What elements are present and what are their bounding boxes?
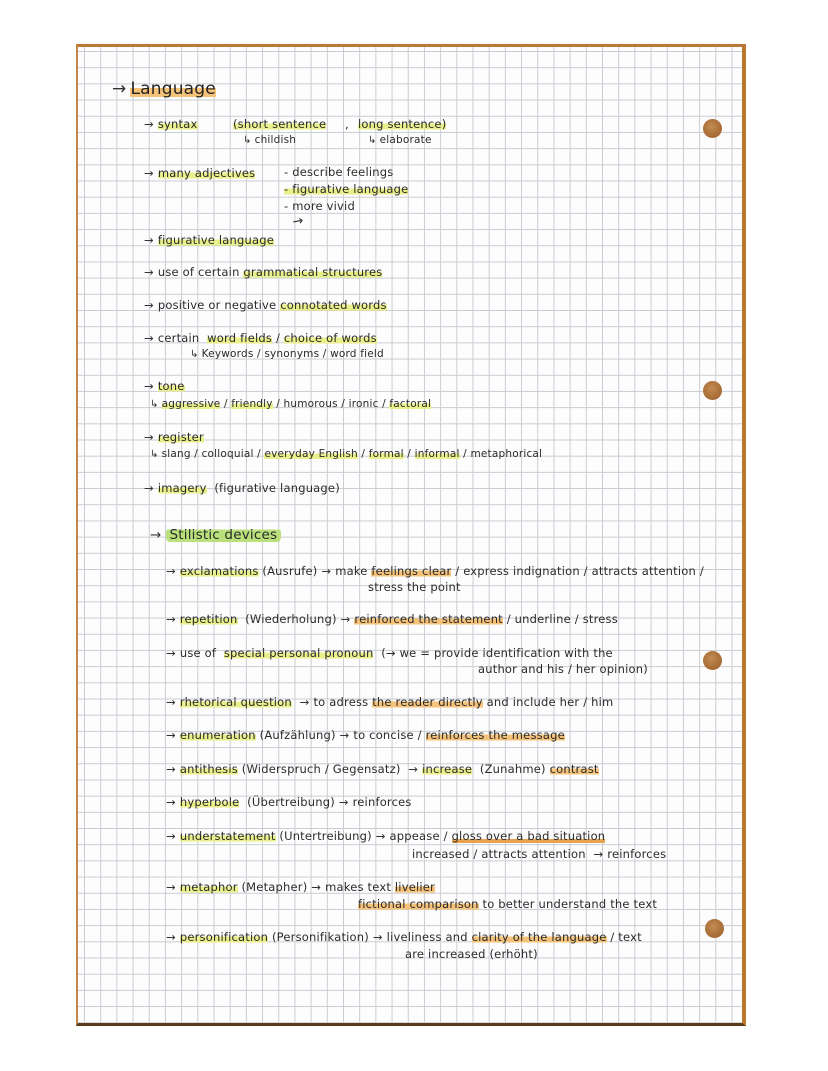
word-fields-sub: ↳ Keywords / synonyms / word field [190, 348, 384, 360]
understatement-item: → understatement (Untertreibung) → appease / gloss over a bad situation [166, 829, 606, 843]
arrow-icon: → [144, 481, 154, 495]
arrow-icon: → [166, 880, 176, 894]
arrow-icon: → [144, 298, 154, 312]
stylistic-heading: → Stilistic devices [150, 528, 281, 542]
syntax-comma: , [345, 117, 349, 131]
syntax-short-note: ↳ childish [243, 134, 297, 146]
pronoun-item: → use of special personal pronoun (→ we = provide identification with the [166, 646, 613, 660]
personification-line2: are increased (erhöht) [405, 947, 538, 961]
language-heading: → Language [112, 79, 216, 99]
sub-arrow-icon: ↳ [190, 349, 199, 360]
adjective-point: - describe feelings [284, 165, 394, 179]
arrow-icon: → [144, 379, 154, 393]
arrow-icon: → [144, 331, 154, 345]
punch-hole [703, 119, 722, 138]
arrow-icon: → [166, 829, 176, 843]
tone-options: ↳ aggressive / friendly / humorous / ironic / factoral [150, 398, 432, 410]
metaphor-line2: fictional comparison to better understand the text [358, 897, 658, 911]
arrow-icon: → [150, 527, 162, 543]
metaphor-item: → metaphor (Metapher) → makes text livelier [166, 880, 435, 894]
adjective-point: - figurative language [284, 182, 409, 196]
arrow-icon: → [112, 79, 127, 99]
arrow-icon: → [144, 233, 154, 247]
grammatical-item: → use of certain grammatical structures [144, 265, 383, 279]
rhetorical-item: → rhetorical question → to adress the reader directly and include her / him [166, 695, 614, 709]
arrow-icon: → [166, 646, 176, 660]
punch-hole [703, 651, 722, 670]
adjective-point: - more vivid [284, 199, 355, 213]
sub-arrow-icon: ↳ [150, 399, 159, 410]
personification-item: → personification (Personifikation) → liveliness and clarity of the language / text [166, 930, 642, 944]
syntax-item: → syntax [144, 117, 198, 131]
syntax-long-note: ↳ elaborate [368, 134, 432, 146]
arrow-icon: → [166, 612, 176, 626]
arrow-icon: → [144, 430, 154, 444]
arrow-icon: → [144, 117, 154, 131]
register-item: → register [144, 430, 204, 444]
imagery-item: → imagery (figurative language) [144, 481, 340, 495]
arrow-icon: → [144, 265, 154, 279]
figurative-item: → figurative language [144, 233, 275, 247]
arrow-icon: → [166, 564, 176, 578]
syntax-long: long sentence) [358, 117, 447, 131]
hyperbole-item: → hyperbole (Übertreibung) → reinforces [166, 795, 412, 809]
word-fields-item: → certain word fields / choice of words [144, 331, 377, 345]
sub-arrow-icon: ↳ [368, 135, 377, 146]
arrow-icon: → [144, 166, 154, 180]
register-options: ↳ slang / colloquial / everyday English / formal / informal / metaphorical [150, 448, 543, 460]
pronoun-line2: author and his / her opinion) [478, 662, 648, 676]
punch-hole [705, 919, 724, 938]
up-arrow-icon: ↗ [288, 212, 307, 231]
syntax-short: (short sentence [233, 117, 327, 131]
repetition-item: → repetition (Wiederholung) → reinforced the statement / underline / stress [166, 612, 618, 626]
antithesis-item: → antithesis (Widerspruch / Gegensatz) → increase (Zunahme) contrast [166, 762, 599, 776]
enumeration-item: → enumeration (Aufzählung) → to concise / reinforces the message [166, 728, 565, 742]
arrow-icon: → [166, 930, 176, 944]
arrow-icon: → [166, 795, 176, 809]
sub-arrow-icon: ↳ [243, 135, 252, 146]
exclamations-line2: stress the point [368, 580, 461, 594]
arrow-icon: → [166, 695, 176, 709]
understatement-line2: increased / attracts attention → reinforces [412, 847, 667, 861]
adjectives-item: → many adjectives [144, 166, 256, 180]
arrow-icon: → [166, 728, 176, 742]
tone-item: → tone [144, 379, 185, 393]
connotated-item: → positive or negative connotated words [144, 298, 387, 312]
arrow-icon: → [166, 762, 176, 776]
punch-hole [703, 381, 722, 400]
sub-arrow-icon: ↳ [150, 449, 159, 460]
exclamations-item: → exclamations (Ausrufe) → make feelings clear / express indignation / attracts attention / [166, 564, 704, 578]
